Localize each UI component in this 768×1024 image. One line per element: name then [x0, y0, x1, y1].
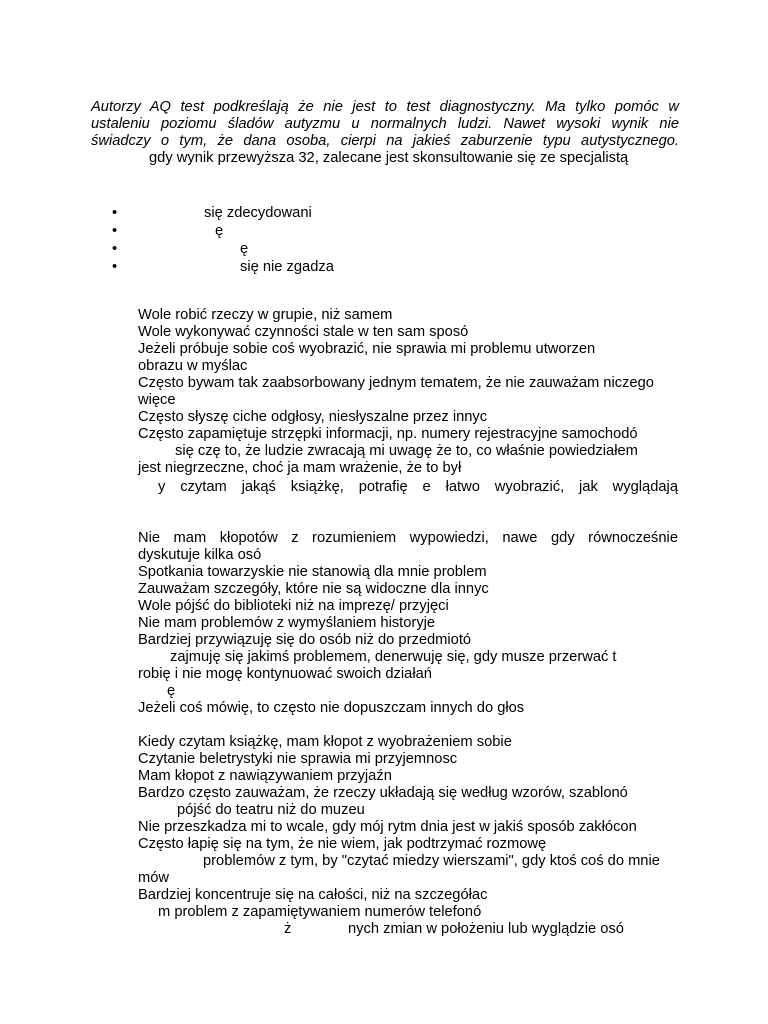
- list-item: Często słyszę ciche odgłosy, niesłyszalne przez innyc: [138, 409, 488, 425]
- list-item: Bardziej przywiązuję się do osób niż do przedmiotó: [138, 632, 472, 648]
- list-item: jest niegrzeczne, choć ja mam wrażenie, że to był: [138, 460, 462, 476]
- list-item: Bardzo często zauważam, że rzeczy układają się według wzorów, szablonó: [138, 785, 628, 801]
- list-item: Często łapię się na tym, że nie wiem, jak podtrzymać rozmowę: [138, 836, 547, 852]
- list-item: Nie mam kłopotów z rozumieniem wypowiedzi, nawe gdy równocześnie: [138, 530, 678, 546]
- list-item-text: się zdecydowani: [204, 205, 312, 221]
- list-item: pójść do teatru niż do muzeu: [177, 802, 365, 818]
- list-item: Nie mam problemów z wymyślaniem historyje: [138, 615, 436, 631]
- list-item: robię i nie mogę kontynuować swoich działań: [138, 666, 432, 682]
- spacer: [138, 513, 678, 530]
- list-item: Spotkania towarzyskie nie stanowią dla mnie problem: [138, 564, 487, 580]
- list-item-text: się nie zgadza: [240, 259, 334, 275]
- list-item: więce: [138, 392, 176, 408]
- list-item: Wole wykonywać czynności stale w ten sam sposó: [138, 324, 469, 340]
- list-item: dyskutuje kilka osó: [138, 547, 262, 563]
- bullet-icon: •: [112, 223, 118, 239]
- bullet-icon: •: [112, 259, 118, 275]
- intro-line: świadczy o tym, że dana osoba, cierpi na jakieś zaburzenie typu autystycznego.: [91, 133, 679, 149]
- list-item: Jeżeli próbuje sobie coś wyobrazić, nie sprawia mi problemu utworzen: [138, 341, 596, 357]
- list-item: Mam kłopot z nawiązywaniem przyjaźn: [138, 768, 392, 784]
- list-item: obrazu w myślac: [138, 358, 248, 374]
- list-item: Czytanie beletrystyki nie sprawia mi przyjemnosc: [138, 751, 458, 767]
- list-item: Często bywam tak zaabsorbowany jednym tematem, że nie zauważam niczego: [138, 375, 654, 391]
- list-item: Często zapamiętuje strzępki informacji, np. numery rejestracyjne samochodó: [138, 426, 638, 442]
- intro-line: ustaleniu poziomu śladów autyzmu u normalnych ludzi. Nawet wysoki wynik nie: [91, 116, 679, 132]
- intro-paragraph: [91, 99, 679, 167]
- bullet-icon: •: [112, 205, 118, 221]
- list-item: Zauważam szczegóły, które nie są widoczne dla innyc: [138, 581, 489, 597]
- list-item: się czę to, że ludzie zwracają mi uwagę że to, co właśnie powiedziałem: [175, 443, 638, 459]
- intro-last-line: gdy wynik przewyższa 32, zalecane jest skonsultowanie się ze specjalistą: [149, 150, 629, 166]
- list-item: Wole pójść do biblioteki niż na imprezę/ przyjęci: [138, 598, 449, 614]
- list-item: zajmuję się jakimś problemem, denerwuję się, gdy musze przerwać t: [170, 649, 617, 665]
- list-item-fragment: ż: [284, 921, 292, 937]
- list-item: m problem z zapamiętywaniem numerów telefonó: [158, 904, 482, 920]
- list-item: Jeżeli coś mówię, to często nie dopuszczam innych do głos: [138, 700, 525, 716]
- spacer: [138, 717, 678, 734]
- list-item: Kiedy czytam książkę, mam kłopot z wyobrażeniem sobie: [138, 734, 512, 750]
- list-item: mów: [138, 870, 170, 886]
- intro-line: Autorzy AQ test podkreślają że nie jest to test diagnostyczny. Ma tylko pomóc w: [91, 99, 679, 115]
- list-item: Bardziej koncentruje się na całości, niż na szczegółac: [138, 887, 488, 903]
- list-item: [138, 921, 678, 938]
- list-item-text: ę: [215, 223, 224, 239]
- list-item-fragment: nych zmian w położeniu lub wyglądzie osó: [348, 921, 624, 937]
- bullet-icon: •: [112, 241, 118, 257]
- list-item-text: ę: [240, 241, 249, 257]
- list-item: ę: [167, 683, 176, 699]
- spacer: [138, 496, 678, 513]
- list-item: Wole robić rzeczy w grupie, niż samem: [138, 307, 393, 323]
- list-item: Nie przeszkadza mi to wcale, gdy mój rytm dnia jest w jakiś sposób zakłócon: [138, 819, 637, 835]
- questionnaire-items: [138, 307, 678, 938]
- list-item: problemów z tym, by "czytać miedzy wierszami", gdy ktoś coś do mnie: [203, 853, 660, 869]
- list-item: y czytam jakąś książkę, potrafię e łatwo wyobrazić, jak wyglądają: [158, 479, 678, 495]
